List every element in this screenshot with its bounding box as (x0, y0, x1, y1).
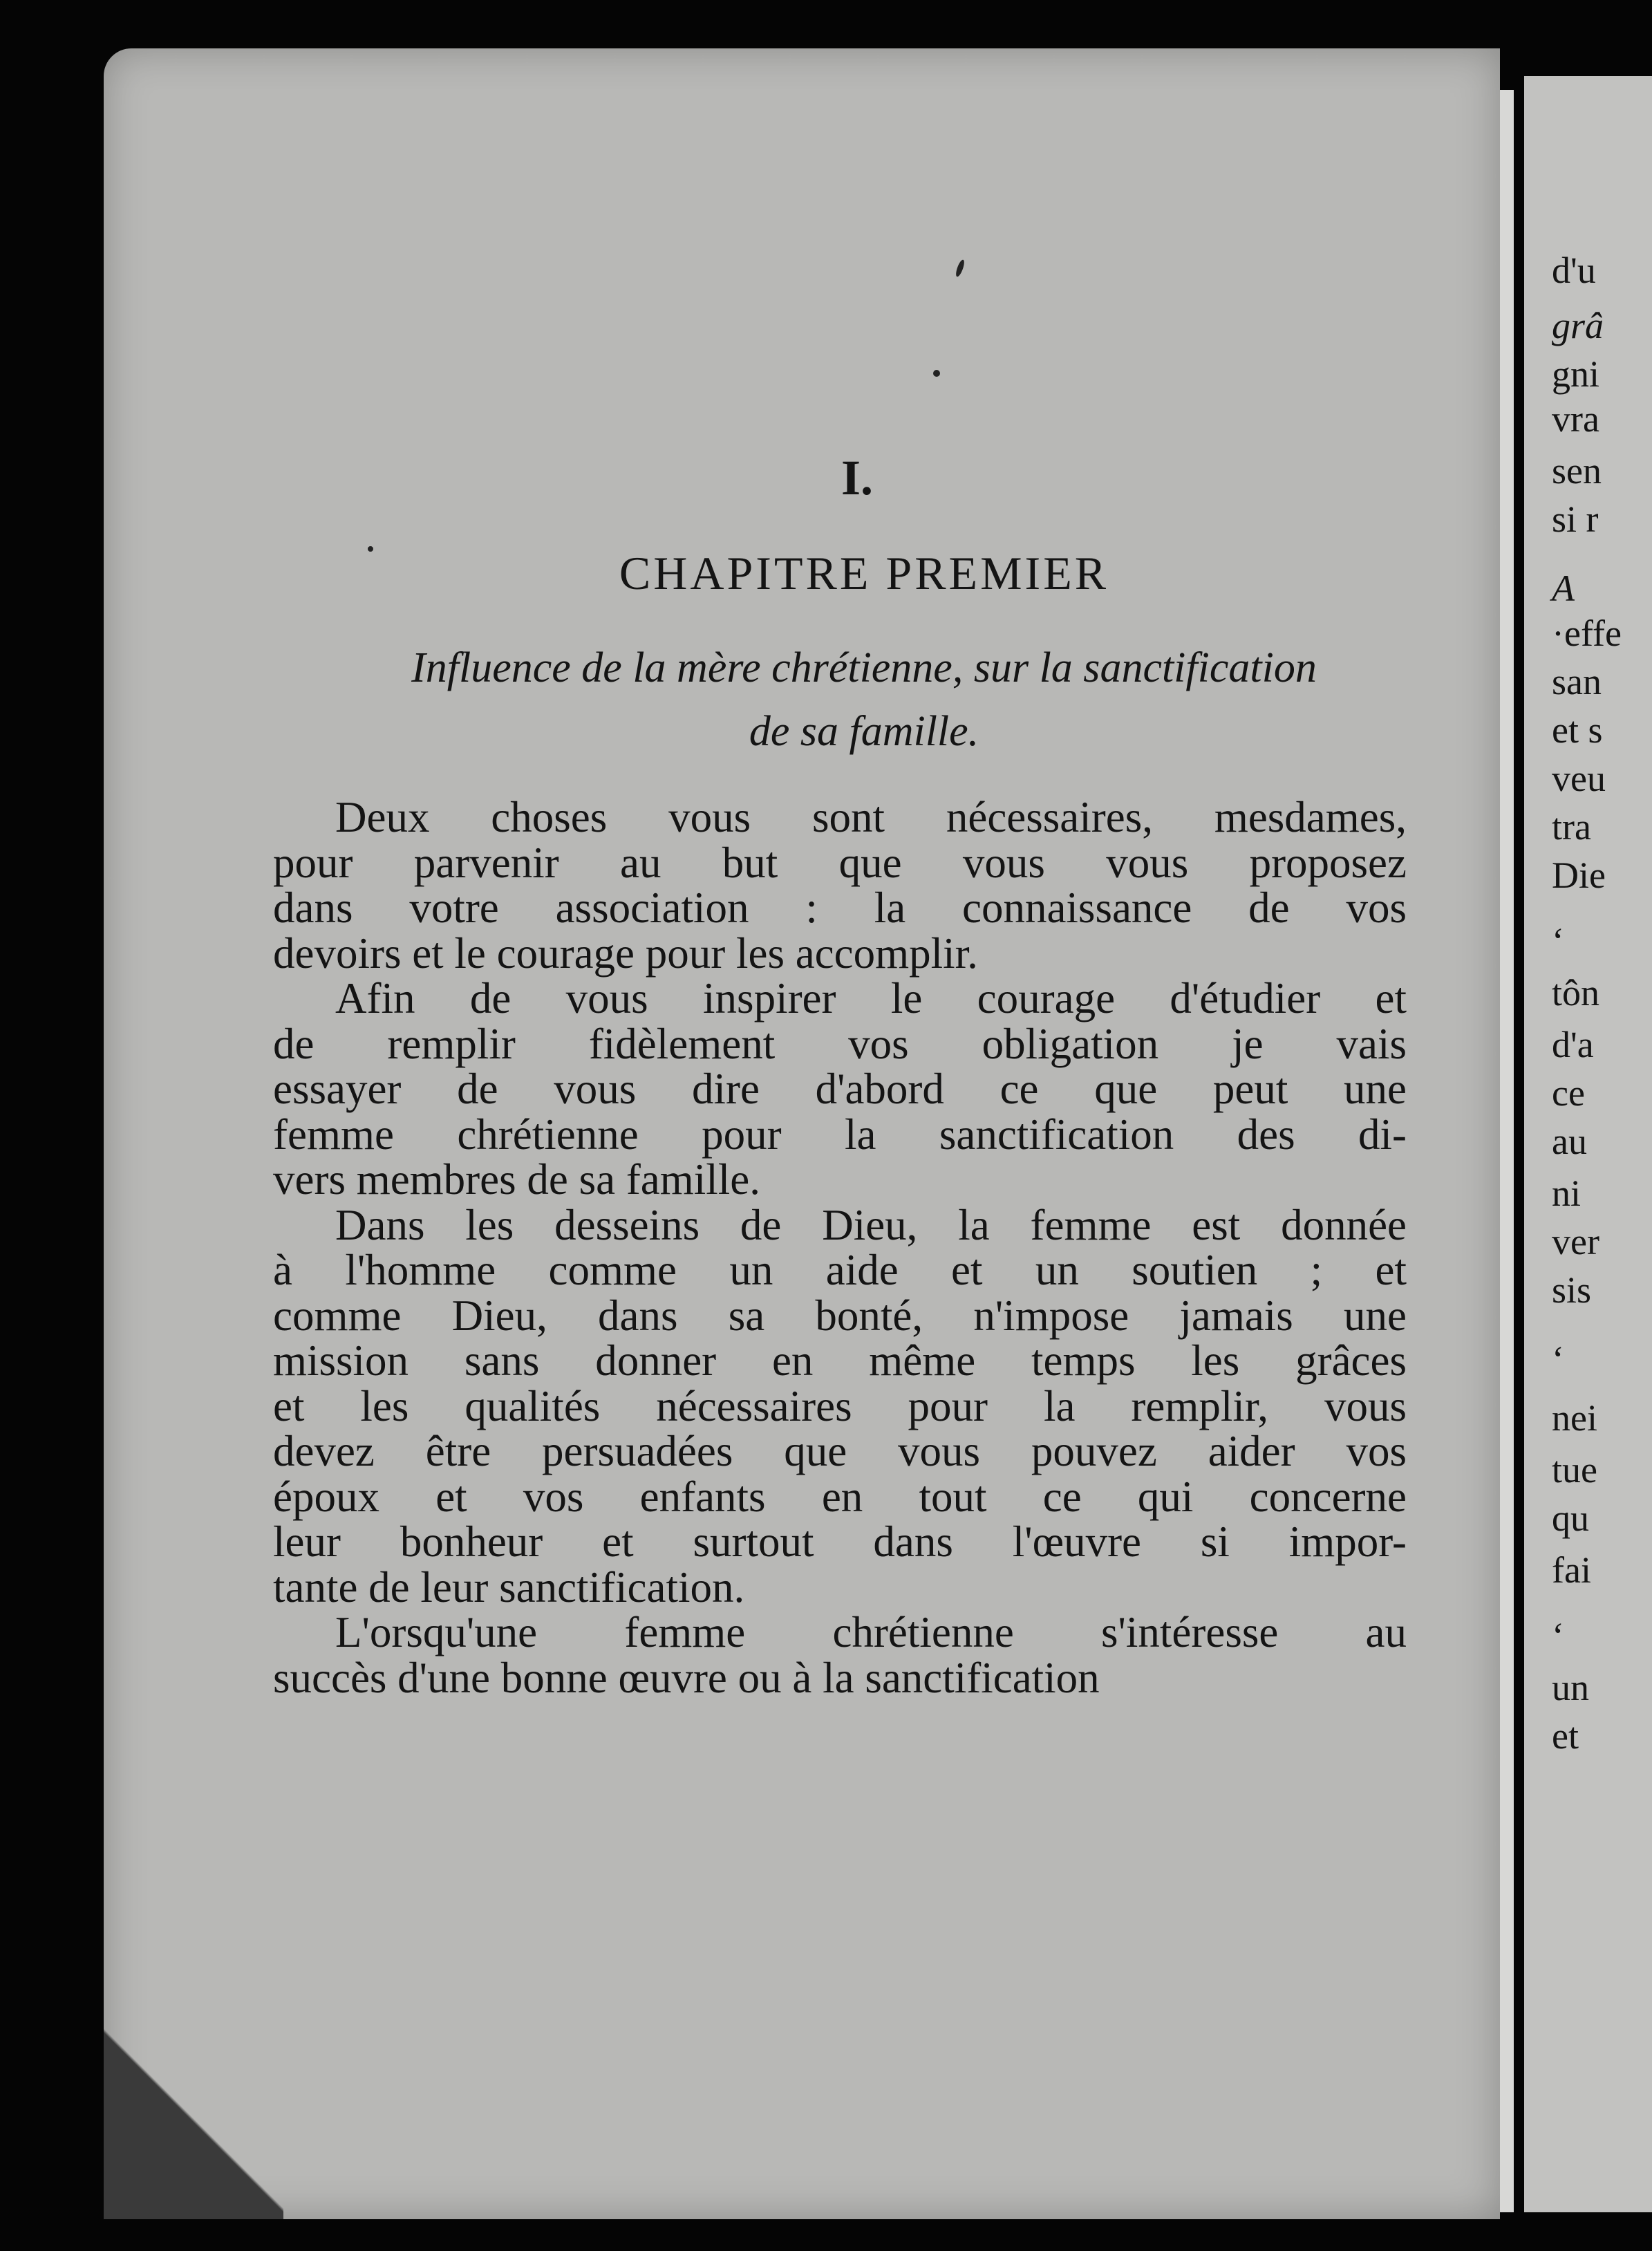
text-line: essayer de vous dire d'abord ce que peut une (273, 1065, 1407, 1113)
next-page-fragment: fai (1552, 1549, 1591, 1591)
next-page-fragment: et (1552, 1715, 1579, 1757)
next-page-fragment: gni (1552, 353, 1600, 395)
next-page-fragment: tôn (1552, 972, 1600, 1014)
next-page-fragment: au (1552, 1121, 1587, 1162)
paragraph (273, 976, 1407, 1203)
next-page-fragment: ‘ (1552, 920, 1564, 962)
next-page-fragment: A (1552, 568, 1575, 609)
ink-speck (933, 370, 940, 377)
text-line: Deux choses vous sont nécessaires, mesdames, (335, 793, 1407, 841)
next-page-fragment: sen (1552, 450, 1602, 492)
text-line: leur bonheur et surtout dans l'œuvre si impor- (273, 1517, 1407, 1566)
right-page (1524, 76, 1652, 2212)
ink-speck (368, 546, 373, 552)
text-line: époux et vos enfants en tout ce qui concerne (273, 1472, 1407, 1521)
next-page-fragment: d'u (1552, 250, 1596, 291)
chapter-title: CHAPITRE PREMIER (619, 547, 1109, 599)
chapter-numeral: I. (841, 450, 874, 505)
next-page-fragment: ce (1552, 1072, 1585, 1114)
text-line: femme chrétienne pour la sanctification des di- (273, 1110, 1407, 1159)
next-page-fragment: tra (1552, 806, 1591, 848)
next-page-fragment: ver (1552, 1221, 1599, 1262)
next-page-fragment: ‘ (1552, 1338, 1564, 1380)
text-line: devez être persuadées que vous pouvez aider vos (273, 1427, 1407, 1475)
paragraph (273, 1200, 1407, 1612)
next-page-fragment: un (1552, 1667, 1589, 1708)
paragraph (273, 795, 1407, 976)
text-line: mission sans donner en même temps les grâces (273, 1336, 1407, 1385)
next-page-fragment: si r (1552, 498, 1599, 540)
next-page-fragment: san (1552, 661, 1602, 702)
next-page-fragment: et s (1552, 709, 1603, 751)
text-line: de remplir fidèlement vos obligation je vais (273, 1019, 1407, 1068)
text-line: et les qualités nécessaires pour la remplir, vous (273, 1381, 1407, 1430)
next-page-fragment: vra (1552, 398, 1599, 440)
next-page-fragment: ·effe (1552, 613, 1622, 654)
paragraph (273, 1610, 1407, 1701)
text-line: tante de leur sanctification. (273, 1562, 745, 1612)
text-line: succès d'une bonne œuvre ou à la sanctification (273, 1653, 1100, 1702)
next-page-fragment: qu (1552, 1497, 1589, 1539)
text-line: Afin de vous inspirer le courage d'étudier et (335, 974, 1407, 1022)
body-text (273, 795, 1407, 1701)
next-page-fragment: grâ (1552, 305, 1604, 346)
text-line: dans votre association : la connaissance de vos (273, 884, 1407, 932)
text-line: vers membres de sa famille. (273, 1155, 760, 1204)
next-page-fragment: d'a (1552, 1024, 1594, 1065)
page-fold-edge (1500, 90, 1514, 2212)
next-page-fragment: sis (1552, 1269, 1592, 1311)
text-line: à l'homme comme un aide et un soutien ; et (273, 1246, 1407, 1294)
text-line: Dans les desseins de Dieu, la femme est donnée (335, 1200, 1407, 1249)
next-page-fragment: nei (1552, 1397, 1597, 1439)
text-line: L'orsqu'une femme chrétienne s'intéresse au (335, 1608, 1407, 1656)
next-page-fragment: ‘ (1552, 1615, 1564, 1656)
next-page-fragment: Die (1552, 854, 1606, 896)
subtitle-line: de sa famille. (749, 708, 979, 755)
text-line: devoirs et le courage pour les accomplir. (273, 928, 978, 978)
next-page-fragment: tue (1552, 1449, 1597, 1491)
subtitle-line: Influence de la mère chrétienne, sur la sanctification (411, 644, 1317, 691)
text-line: pour parvenir au but que vous vous proposez (273, 838, 1407, 887)
chapter-subtitle (304, 636, 1424, 763)
text-line: comme Dieu, dans sa bonté, n'impose jamais une (273, 1291, 1407, 1340)
next-page-fragment: veu (1552, 758, 1606, 799)
next-page-fragment: ni (1552, 1173, 1581, 1214)
